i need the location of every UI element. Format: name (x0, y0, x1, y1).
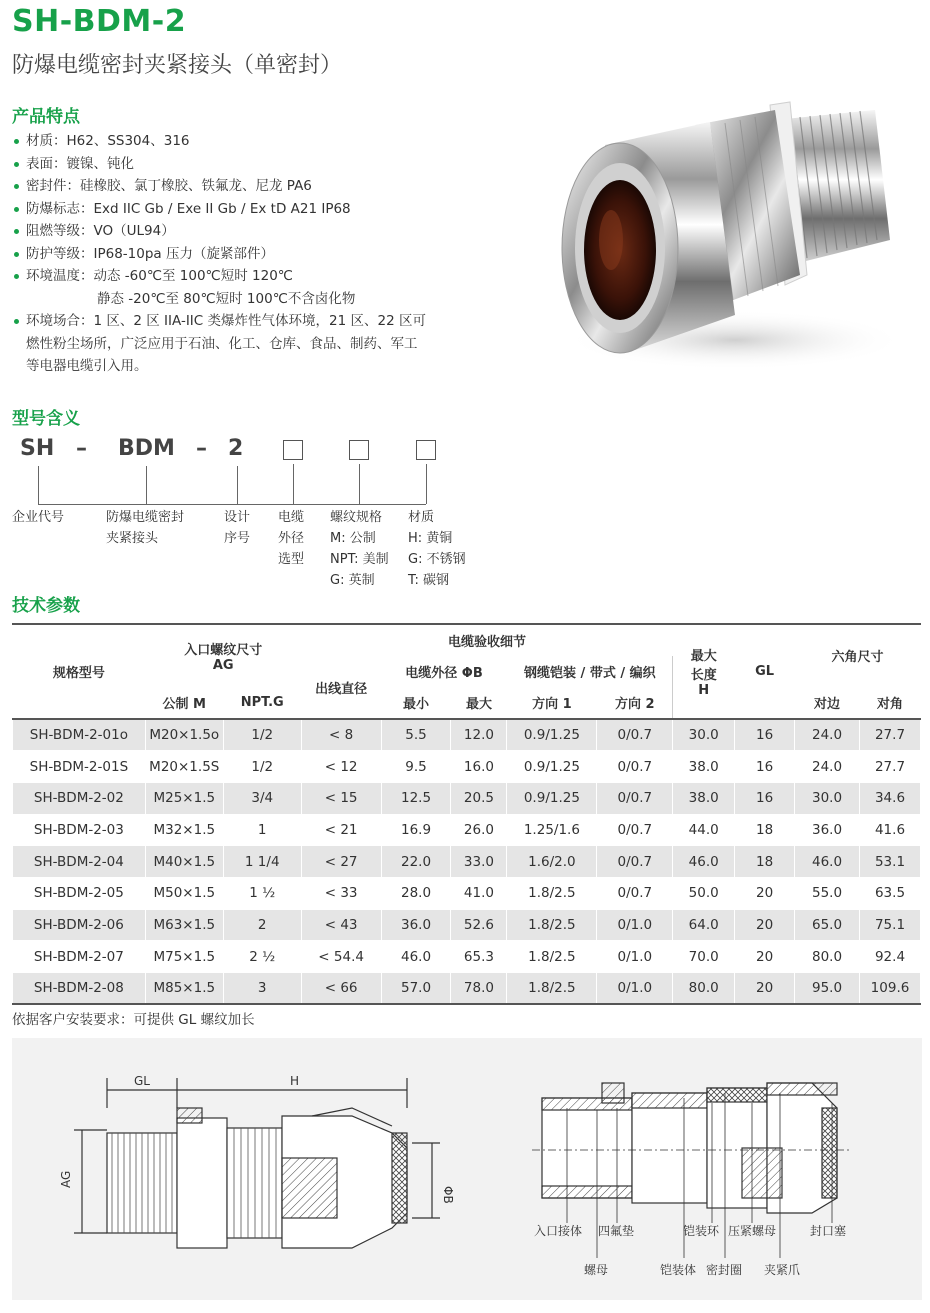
table-cell: < 33 (301, 878, 381, 910)
model-code-box-cable (283, 440, 303, 460)
table-cell: 0/0.7 (597, 878, 673, 910)
table-row (13, 909, 921, 941)
model-label-company: 企业代号 (12, 510, 65, 525)
table-cell: SH-BDM-2-02 (13, 782, 146, 814)
table-cell: 57.0 (381, 973, 451, 1005)
th-entry-thread: 入口螺纹尺寸 AG (145, 624, 301, 687)
table-cell: 24.0 (795, 719, 860, 751)
table-cell: < 54.4 (301, 941, 381, 973)
table-cell: 20 (735, 973, 795, 1005)
table-cell: 1.8/2.5 (507, 878, 597, 910)
model-code-sh: SH (20, 436, 55, 461)
th-dir1: 方向 1 (507, 687, 597, 719)
th-model: 规格型号 (13, 624, 146, 719)
table-cell: 46.0 (381, 941, 451, 973)
th-hex: 六角尺寸 (795, 624, 921, 687)
table-cell: 27.7 (860, 719, 921, 751)
table-cell: 1.8/2.5 (507, 973, 597, 1005)
table-cell: 0/0.7 (597, 719, 673, 751)
table-cell: < 21 (301, 814, 381, 846)
table-cell: 1 (223, 814, 301, 846)
table-cell: < 43 (301, 909, 381, 941)
table-cell: SH-BDM-2-01o (13, 719, 146, 751)
table-cell: 0/0.7 (597, 846, 673, 878)
table-cell: < 15 (301, 782, 381, 814)
table-cell: 2 (223, 909, 301, 941)
product-subtitle: 防爆电缆密封夹紧接头（单密封） (12, 53, 343, 78)
label-ptfe-pad: 四氟垫 (598, 1224, 635, 1238)
model-connector (359, 504, 426, 505)
table-cell: SH-BDM-2-04 (13, 846, 146, 878)
feature-item: 防爆标志：Exd IIC Gb / Exe II Gb / Ex tD A21 IP68 (12, 198, 482, 221)
model-code-box-material (416, 440, 436, 460)
table-cell: 46.0 (673, 846, 735, 878)
table-cell: 20 (735, 941, 795, 973)
table-cell: SH-BDM-2-07 (13, 941, 146, 973)
table-cell: 65.3 (451, 941, 507, 973)
table-cell: 0/0.7 (597, 782, 673, 814)
th-npt: NPT.G (223, 687, 301, 719)
table-cell: 64.0 (673, 909, 735, 941)
table-cell: 22.0 (381, 846, 451, 878)
spec-table (12, 623, 921, 1005)
table-cell: 1.8/2.5 (507, 941, 597, 973)
th-max-length: 最大 长度 H (673, 624, 735, 719)
model-connector (359, 464, 360, 504)
model-label-product: 防爆电缆密封 夹紧接头 (106, 510, 185, 546)
features-heading: 产品特点 (12, 107, 80, 127)
table-cell: 0/1.0 (597, 909, 673, 941)
table-cell: 70.0 (673, 941, 735, 973)
table-cell: 38.0 (673, 751, 735, 783)
th-dir2: 方向 2 (597, 687, 673, 719)
model-label-design: 设计 序号 (224, 510, 251, 546)
callout-labels-bottom (584, 1262, 800, 1277)
table-cell: 1 1/4 (223, 846, 301, 878)
table-cell: 50.0 (673, 878, 735, 910)
table-cell: 36.0 (381, 909, 451, 941)
table-cell: 44.0 (673, 814, 735, 846)
table-cell: 3 (223, 973, 301, 1005)
table-cell: 9.5 (381, 751, 451, 783)
table-row (13, 751, 921, 783)
th-cable-od: 电缆外径 ΦB (381, 656, 507, 688)
table-cell: 16 (735, 782, 795, 814)
label-armour-body: 铠装体 (660, 1263, 697, 1277)
table-cell: 41.6 (860, 814, 921, 846)
table-cell: 46.0 (795, 846, 860, 878)
table-cell: M40×1.5 (145, 846, 223, 878)
table-cell: 0.9/1.25 (507, 782, 597, 814)
table-cell: < 27 (301, 846, 381, 878)
label-seal-ring: 密封圈 (706, 1263, 743, 1277)
features-list (12, 130, 482, 378)
table-row (13, 719, 921, 751)
th-armour: 钢缆铠装 / 带式 / 编织 (507, 656, 673, 688)
table-row (13, 973, 921, 1005)
model-code-box-thread (349, 440, 369, 460)
feature-item: 环境温度：动态 -60℃至 100℃短时 120℃ (12, 265, 482, 288)
model-connector (237, 466, 238, 504)
table-cell: < 66 (301, 973, 381, 1005)
dim-gl: GL (134, 1074, 150, 1088)
table-cell: 78.0 (451, 973, 507, 1005)
table-cell: 95.0 (795, 973, 860, 1005)
table-cell: SH-BDM-2-03 (13, 814, 146, 846)
table-cell: 12.5 (381, 782, 451, 814)
table-cell: < 8 (301, 719, 381, 751)
feature-item: 材质：H62、SS304、316 (12, 130, 482, 153)
table-cell: SH-BDM-2-06 (13, 909, 146, 941)
table-cell: 16 (735, 751, 795, 783)
model-code-dash: – (76, 436, 87, 461)
table-row (13, 782, 921, 814)
table-cell: 5.5 (381, 719, 451, 751)
model-heading: 型号含义 (12, 409, 80, 429)
left-view (74, 1078, 440, 1248)
table-cell: 18 (735, 846, 795, 878)
table-cell: SH-BDM-2-01S (13, 751, 146, 783)
spec-note: 依据客户安装要求：可提供 GL 螺纹加长 (12, 1012, 255, 1028)
dim-ag: AG (59, 1170, 73, 1188)
model-code-dash: – (196, 436, 207, 461)
specs-heading: 技术参数 (12, 596, 80, 616)
table-cell: < 12 (301, 751, 381, 783)
table-row (13, 878, 921, 910)
feature-item-cont: 燃性粉尘场所，广泛应用于石油、化工、仓库、食品、制药、军工 (26, 335, 418, 352)
table-cell: M32×1.5 (145, 814, 223, 846)
table-cell: 55.0 (795, 878, 860, 910)
model-code-series: 2 (228, 436, 244, 461)
feature-item-static-temp: 静态 -20℃至 80℃短时 100℃不含卤化物 (97, 290, 356, 307)
technical-drawing (12, 1038, 922, 1300)
table-cell: 34.6 (860, 782, 921, 814)
feature-item: 环境场合：1 区、2 区 IIA-IIC 类爆炸性气体环境，21 区、22 区可 (12, 310, 482, 333)
table-cell: 52.6 (451, 909, 507, 941)
table-cell: 20.5 (451, 782, 507, 814)
table-cell: 33.0 (451, 846, 507, 878)
label-nut: 螺母 (584, 1263, 609, 1277)
table-cell: 80.0 (795, 941, 860, 973)
table-cell: 20 (735, 878, 795, 910)
dim-h: H (290, 1074, 300, 1088)
table-cell: 75.1 (860, 909, 921, 941)
th-metric: 公制 M (145, 687, 223, 719)
table-cell: 0/0.7 (597, 751, 673, 783)
table-cell: 27.7 (860, 751, 921, 783)
model-connector (293, 464, 294, 504)
label-entry-body: 入口接体 (534, 1224, 583, 1238)
table-cell: 0/1.0 (597, 973, 673, 1005)
model-label-thread: 螺纹规格 M: 公制 NPT: 美制 G: 英制 (330, 510, 389, 588)
table-cell: 109.6 (860, 973, 921, 1005)
table-cell: M50×1.5 (145, 878, 223, 910)
table-cell: 20 (735, 909, 795, 941)
table-cell: M20×1.5o (145, 719, 223, 751)
feature-item: 防护等级：IP68-10pa 压力（旋紧部件） (12, 243, 482, 266)
label-sealing-plug: 封口塞 (810, 1224, 847, 1238)
table-cell: SH-BDM-2-08 (13, 973, 146, 1005)
table-cell: 0.9/1.25 (507, 751, 597, 783)
table-cell: M20×1.5S (145, 751, 223, 783)
table-cell: M75×1.5 (145, 941, 223, 973)
table-row (13, 941, 921, 973)
th-flats: 对边 (795, 687, 860, 719)
table-cell: 18 (735, 814, 795, 846)
feature-item: 阻燃等级：VO（UL94） (12, 220, 482, 243)
table-cell: 28.0 (381, 878, 451, 910)
model-code-bdm: BDM (118, 436, 175, 461)
table-cell: 24.0 (795, 751, 860, 783)
model-connector (146, 504, 237, 505)
model-label-cable: 电缆 外径 选型 (278, 510, 305, 567)
table-cell: 65.0 (795, 909, 860, 941)
table-cell: 1/2 (223, 719, 301, 751)
table-cell: M85×1.5 (145, 973, 223, 1005)
th-gl: GL (735, 624, 795, 719)
th-max: 最大 (451, 687, 507, 719)
feature-item: 密封件：硅橡胶、氯丁橡胶、铁氟龙、尼龙 PA6 (12, 175, 482, 198)
table-cell: 16 (735, 719, 795, 751)
table-cell: 63.5 (860, 878, 921, 910)
th-corners: 对角 (860, 687, 921, 719)
table-cell: 1.6/2.0 (507, 846, 597, 878)
label-compression-nut: 压紧螺母 (728, 1224, 777, 1238)
table-cell: SH-BDM-2-05 (13, 878, 146, 910)
model-connector (237, 504, 293, 505)
model-connector (146, 466, 147, 504)
table-cell: 92.4 (860, 941, 921, 973)
table-cell: M63×1.5 (145, 909, 223, 941)
callout-labels-top (534, 1223, 846, 1238)
model-connector (38, 466, 39, 504)
label-armour-ring: 铠装环 (683, 1224, 720, 1238)
model-label-material: 材质 H: 黄铜 G: 不锈钢 T: 碳钢 (408, 510, 466, 588)
table-cell: 41.0 (451, 878, 507, 910)
table-cell: 53.1 (860, 846, 921, 878)
table-cell: 16.0 (451, 751, 507, 783)
table-cell: 0/0.7 (597, 814, 673, 846)
spec-table-body (13, 719, 921, 1004)
table-row (13, 846, 921, 878)
table-cell: 16.9 (381, 814, 451, 846)
table-cell: 12.0 (451, 719, 507, 751)
th-min: 最小 (381, 687, 451, 719)
table-cell: 1 ½ (223, 878, 301, 910)
table-cell: 1/2 (223, 751, 301, 783)
dim-phib: ΦB (441, 1186, 455, 1204)
table-cell: 36.0 (795, 814, 860, 846)
model-connector (293, 504, 359, 505)
product-image (545, 90, 915, 380)
model-connector (38, 504, 146, 505)
table-cell: 3/4 (223, 782, 301, 814)
table-cell: 0.9/1.25 (507, 719, 597, 751)
table-cell: 2 ½ (223, 941, 301, 973)
table-cell: 38.0 (673, 782, 735, 814)
table-cell: 26.0 (451, 814, 507, 846)
feature-item-cont: 等电器电缆引入用。 (26, 358, 148, 374)
th-outlet-dia: 出线直径 (301, 656, 381, 719)
label-clamp-claw: 夹紧爪 (764, 1263, 801, 1277)
table-cell: 1.25/1.6 (507, 814, 597, 846)
table-cell: 1.8/2.5 (507, 909, 597, 941)
product-title: SH-BDM-2 (12, 4, 187, 39)
table-cell: M25×1.5 (145, 782, 223, 814)
table-row (13, 814, 921, 846)
table-cell: 80.0 (673, 973, 735, 1005)
model-connector (426, 464, 427, 504)
table-cell: 30.0 (673, 719, 735, 751)
feature-item: 表面：镀镍、钝化 (12, 153, 482, 176)
table-cell: 30.0 (795, 782, 860, 814)
table-cell: 0/1.0 (597, 941, 673, 973)
th-cable-section: 电缆验收细节 (301, 624, 673, 656)
